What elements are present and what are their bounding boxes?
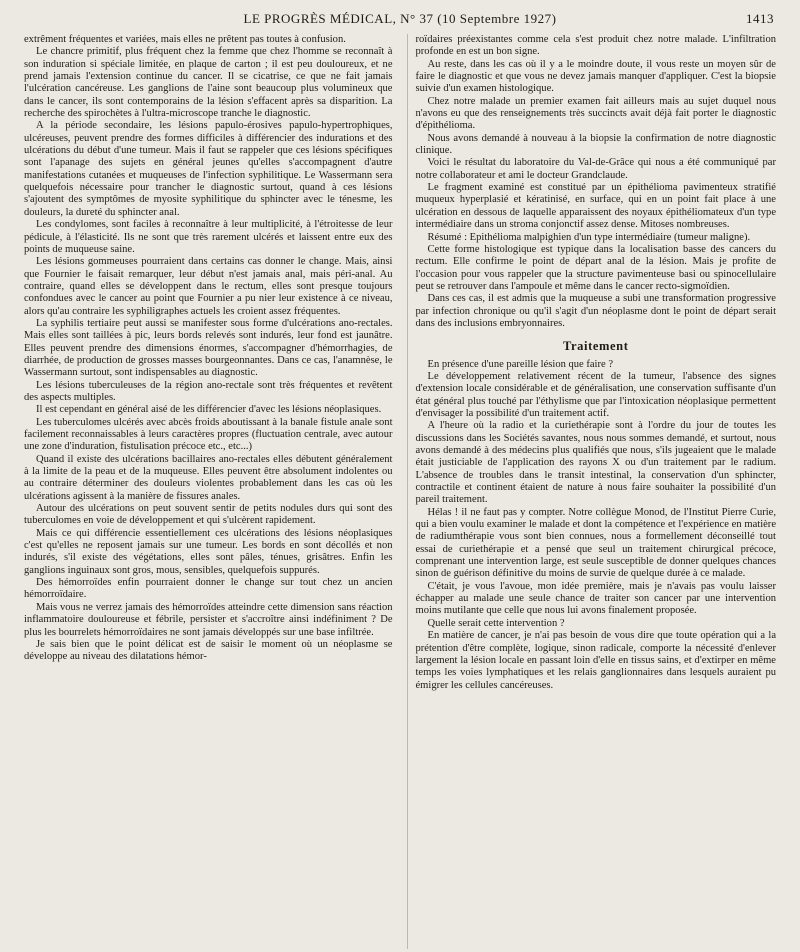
paragraph: A l'heure où la radio et la curiethérapie sont à l'ordre du jour de toutes les discussions dans les Sociétés savantes, nous nous sommes demandé, et surtout, nous avons demandé à des médecins plus qualifiés que nous, s'ils jugeaient que le malade était justiciable de l'application des rayons X ou d'un traitement par le radium. L'absence de troubles dans le transit intestinal, la conservation d'un sphincter, contractile et continent étaient de nature à nous faire souhaiter la possibilité d'un pareil traitement. (415, 420, 776, 506)
paragraph: Résumé : Epithélioma malpighien d'un type intermédiaire (tumeur maligne). (427, 231, 751, 243)
paragraph: Quand il existe des ulcérations bacillaires ano-rectales elles débutent généralement à la limite de la peau et de la muqueuse. Elles peuvent être absolument indolentes ou au contraire déterminer des douleurs violentes probablement dans les cas où les ulcérations agissent à la manière de fissures anales. (24, 453, 393, 502)
paragraph: Autour des ulcérations on peut souvent sentir de petits nodules durs qui sont des tuberculomes en voie de développement et qui s'ulcèrent rapidement. (24, 503, 393, 527)
paragraph: Quelle serait cette intervention ? (427, 617, 565, 629)
paragraph: Chez notre malade un premier examen fait ailleurs mais au sujet duquel nous n'avons eu que des renseignements très succincts avait déjà fait porter le diagnostic d'épithélioma. (415, 95, 776, 132)
text-columns (24, 34, 776, 949)
paragraph: extrêment fréquentes et variées, mais elles ne prêtent pas toutes à confusion. (24, 34, 346, 45)
left-column (24, 34, 393, 949)
paragraph: La syphilis tertiaire peut aussi se manifester sous forme d'ulcérations ano-rectales. Mais elles sont taillées à pic, leurs bords relevés sont indurés, leur fond est jaunâtre. Elles peuvent prendre des dimensions énormes, s'accompagner d'hémorrhagies, de diarrhée, de production de grosses masses bourgeonnantes. Dans ce cas, l'anamnèse, le Wassermann surtout, sont indispensables au diagnostic. (24, 317, 393, 379)
paragraph: C'était, je vous l'avoue, mon idée première, mais je n'avais pas voulu laisser échapper au malade une seule chance de traiter son cancer par une intervention moins mutilante que celle que nous lui avons finalement proposée. (415, 580, 776, 617)
paragraph: Je sais bien que le point délicat est de saisir le moment où un néoplasme se développe au niveau des dilatations hémor- (24, 638, 393, 663)
paragraph: Cette forme histologique est typique dans la localisation basse des cancers du rectum. Elle confirme le point de départ anal de la lésion. Mais je profite de l'occasion pour vous rappeler que la structure pavimenteuse basi ou spinocellulaire peut se retrouver dans l'ampoule et même dans le cancer recto-sigmoïdien. (415, 243, 776, 292)
paragraph: Les lésions gommeuses pourraient dans certains cas donner le change. Mais, ainsi que Fournier le faisait remarquer, leur début n'est jamais anal, mais péri-anal. Au contraire, quand elles se développent dans le rectum, elles sont presque toujours confondues avec le cancer au point que Fournier a pu nier leur existence à ce niveau, alors qu'au contraire les syphiligraphes actuels les croient assez fréquentes. (24, 256, 393, 317)
paragraph: Voici le résultat du laboratoire du Val-de-Grâce qui nous a été communiqué par notre collaborateur et ami le docteur Grandclaude. (415, 157, 776, 181)
paragraph: Mais ce qui différencie essentiellement ces ulcérations des lésions néoplasiques c'est qu'elles ne reposent jamais sur une tumeur. Les bords en sont décollés et non indurés, s'il existe des végétations, elles sont pâles, ténues, grisâtres. Enfin les ganglions inguinaux sont gros, mous, sensibles, quelquefois suppurés. (24, 527, 393, 576)
paragraph: Les tuberculomes ulcérés avec abcès froids aboutissant à la banale fistule anale sont facilement reconnaissables à leurs caractères propres (fluctuation centrale, avec autour une zone d'induration, fistulisation précoce etc., etc...) (24, 416, 393, 453)
paragraph: Nous avons demandé à nouveau à la biopsie la confirmation de notre diagnostic clinique. (415, 132, 776, 157)
paragraph: roïdaires préexistantes comme cela s'est produit chez notre malade. L'infiltration profonde en est un bon signe. (415, 34, 776, 58)
section-heading: Traitement (563, 339, 629, 354)
journal-title: LE PROGRÈS MÉDICAL, N° 37 (10 Septembre 1927) (243, 11, 557, 26)
paragraph: Des hémorroïdes enfin pourraient donner le change sur tout chez un ancien hémorroïdaire. (24, 577, 393, 601)
paragraph: En présence d'une pareille lésion que faire ? (427, 358, 614, 370)
page-number: 1413 (746, 11, 774, 26)
right-column (407, 34, 777, 949)
paragraph: Le fragment examiné est constitué par un épithélioma pavimenteux stratifié muqueux hyperplasié et kératinisé, en surface, qui en un point fait place à une ulcération en dessous de laquelle apparaissent des noyaux épithéliomateux d'un type intermédiaire dans un stroma conjonctif assez dense. Mitoses nombreuses. (415, 182, 776, 231)
paragraph: A la période secondaire, les lésions papulo-érosives papulo-hypertrophiques, ulcéreuses, peuvent prendre des formes difficiles à différencier des indurations et des ulcérations du début d'une tumeur. Mais il faut se rappeler que ces lésions spécifiques sont l'apanage des sujets en général jeunes qu'elles s'accompagnent d'autre manifestations cutanées et muqueuses de l'infection syphilitique. Le Wassermann sera quelquefois nécessaire pour trancher le diagnostic surtout, quand à ces lésions s'ajoutent des symptômes de myosite syphilitique du sphincter avec le ténesme, les douleurs, la dureté du sphincter anal. (24, 120, 393, 218)
paragraph: Les condylomes, sont faciles à reconnaître à leur multiplicité, à l'étroitesse de leur pédicule, à l'élasticité. Ils ne sont que très rarement ulcérés et laissent entre eux des points de muqueuse saine. (24, 219, 393, 255)
running-header (24, 8, 776, 30)
paragraph: Au reste, dans les cas où il y a le moindre doute, il vous reste un moyen sûr de faire le diagnostic et que vous ne devez jamais manquer d'appliquer. C'est la biopsie suivie d'un examen histologique. (415, 58, 776, 95)
paragraph: En matière de cancer, je n'ai pas besoin de vous dire que toute opération qui a la prétention d'être complète, logique, sinon radicale, comporte la nécessité d'enlever largement la lésion locale en passant loin d'elle en tissus sains, et d'extirper en même temps les voies lymphatiques et les relais ganglionnaires dans lesquels auraient pu émigrer les cellules cancéreuses. (415, 630, 776, 691)
paragraph: Les lésions tuberculeuses de la région ano-rectale sont très fréquentes et revêtent des aspects multiples. (24, 379, 393, 403)
paragraph: Dans ces cas, il est admis que la muqueuse a subi une transformation progressive par infection chronique ou qu'il s'agit d'un néoplasme dont le point de départ serait dans des inclusions embryonnaires. (415, 293, 776, 329)
paragraph: Le développement relativement récent de la tumeur, l'absence des signes d'extension locale considérable et de généralisation, une conservation suffisante d'un état général plus touché par l'éthylisme que par l'intoxication néoplasique permettent d'envisager la possibilité d'un traitement actif. (415, 370, 776, 419)
paragraph: Mais vous ne verrez jamais des hémorroïdes atteindre cette dimension sans réaction inflammatoire douloureuse et fébrile, persister et s'accroître ainsi indéfiniment ? De plus les bourrelets hémorroïdaires ne sont jamais développés sur une base infiltrée. (24, 601, 393, 638)
paragraph: Le chancre primitif, plus fréquent chez la femme que chez l'homme se reconnaît à son induration si spéciale limitée, en plaque de carton ; il est peu douloureux, et ne prend jamais l'extension continue du cancer. Il se cicatrise, ce que ne fait jamais l'ulcération cancéreuse. Les ganglions de l'aine sont beaucoup plus volumineux que dans le cancer, ils sont contemporains de la lésion s'effacent après sa disparition. La recherche des spirochètes à l'ultra-microscope tranche le diagnostic. (24, 46, 393, 120)
paragraph: Il est cependant en général aisé de les différencier d'avec les lésions néoplasiques. (36, 404, 382, 416)
paragraph: Hélas ! il ne faut pas y compter. Notre collègue Monod, de l'Institut Pierre Curie, qui a bien voulu examiner le malade et dont la compétence et l'expérience en matière de radiumthérapie vous sont bien connues, nous a formellement déconseillé tout essai de curiethérapie et a pensé que seul un traitement chirurgical précoce, comprenant une intervention large, est seule susceptible de donner quelques chances sinon de guérison définitive du moins de survie de quelque durée à ce malade. (415, 506, 776, 580)
